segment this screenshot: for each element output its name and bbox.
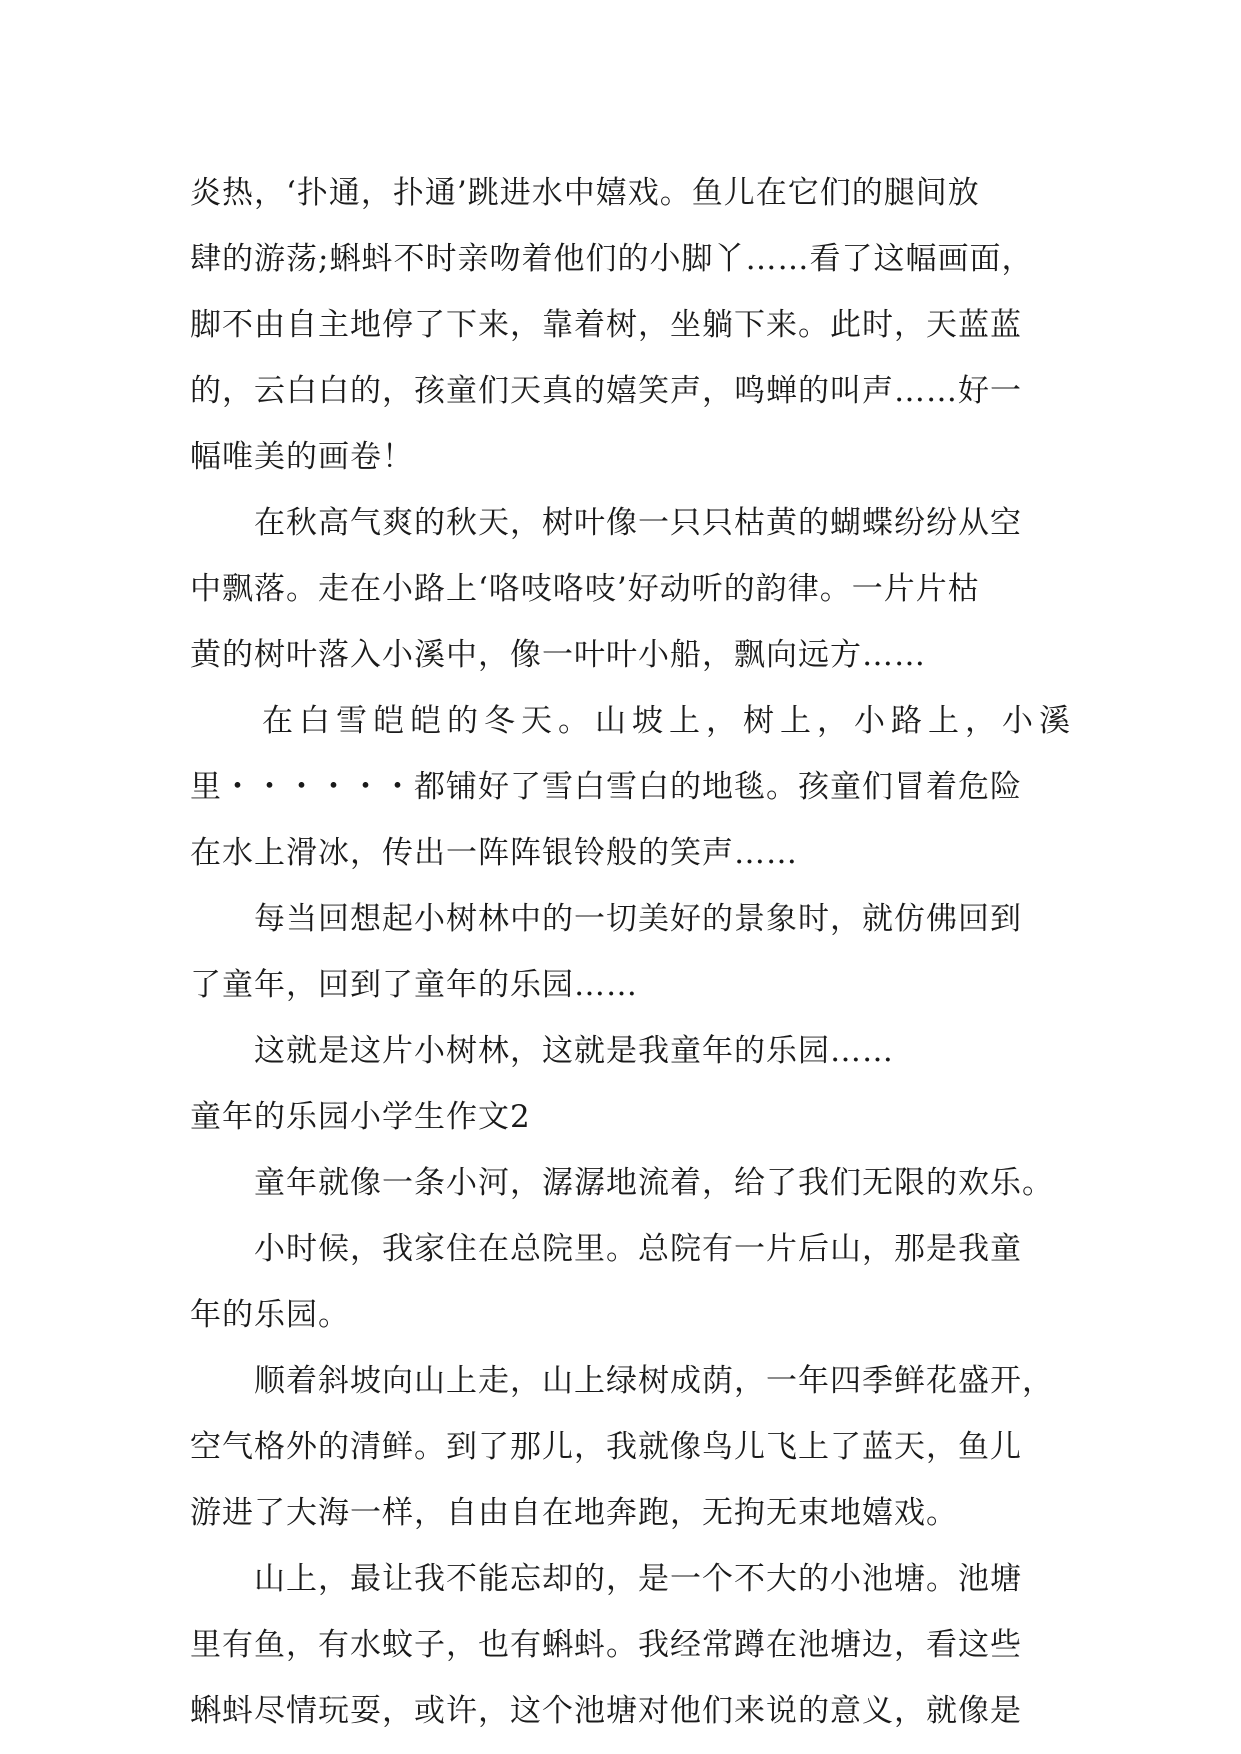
text-line: 蝌蚪尽情玩耍，或许，这个池塘对他们来说的意义，就像是 <box>190 1693 1022 1729</box>
paragraph-first-line: 童年就像一条小河，潺潺地流着，给了我们无限的欢乐。 <box>254 1165 1054 1201</box>
text-line: 肆的游荡;蝌蚪不时亲吻着他们的小脚丫……看了这幅画面， <box>190 241 1034 277</box>
text-line: 里・・・・・・都铺好了雪白雪白的地毯。孩童们冒着危险 <box>190 769 1022 805</box>
text-line: 年的乐园。 <box>190 1297 350 1333</box>
paragraph-first-line: 山上，最让我不能忘却的，是一个不大的小池塘。池塘 <box>254 1561 1022 1597</box>
essay-body <box>190 160 1090 1744</box>
paragraph-first-line: 每当回想起小树林中的一切美好的景象时，就仿佛回到 <box>254 901 1022 937</box>
text-line: 幅唯美的画卷！ <box>190 439 414 475</box>
text-line: 空气格外的清鲜。到了那儿，我就像鸟儿飞上了蓝天，鱼儿 <box>190 1429 1022 1465</box>
section-heading: 童年的乐园小学生作文2 <box>190 1099 531 1135</box>
text-line: 黄的树叶落入小溪中，像一叶叶小船，飘向远方…… <box>190 637 926 673</box>
paragraph-first-line: 这就是这片小树林，这就是我童年的乐园…… <box>254 1033 894 1069</box>
paragraph-first-line: 在秋高气爽的秋天，树叶像一只只枯黄的蝴蝶纷纷从空 <box>254 505 1022 541</box>
text-line: 炎热，‘扑通，扑通’跳进水中嬉戏。鱼儿在它们的腿间放 <box>190 175 980 211</box>
paragraph-first-line: 小时候，我家住在总院里。总院有一片后山，那是我童 <box>254 1231 1022 1267</box>
paragraph-first-line: 顺着斜坡向山上走，山上绿树成荫，一年四季鲜花盛开， <box>254 1363 1054 1399</box>
text-line: 中飘落。走在小路上‘咯吱咯吱’好动听的韵律。一片片枯 <box>190 571 980 607</box>
paragraph-first-line: 在白雪皑皑的冬天。山坡上，树上，小路上，小溪 <box>262 703 1076 739</box>
text-line: 里有鱼，有水蚊子，也有蝌蚪。我经常蹲在池塘边，看这些 <box>190 1627 1022 1663</box>
text-line: 游进了大海一样，自由自在地奔跑，无拘无束地嬉戏。 <box>190 1495 958 1531</box>
text-line: 的，云白白的，孩童们天真的嬉笑声，鸣蝉的叫声……好一 <box>190 373 1022 409</box>
text-line: 在水上滑冰，传出一阵阵银铃般的笑声…… <box>190 835 798 871</box>
text-line: 脚不由自主地停了下来，靠着树，坐躺下来。此时，天蓝蓝 <box>190 307 1022 343</box>
text-line: 了童年，回到了童年的乐园…… <box>190 967 638 1003</box>
